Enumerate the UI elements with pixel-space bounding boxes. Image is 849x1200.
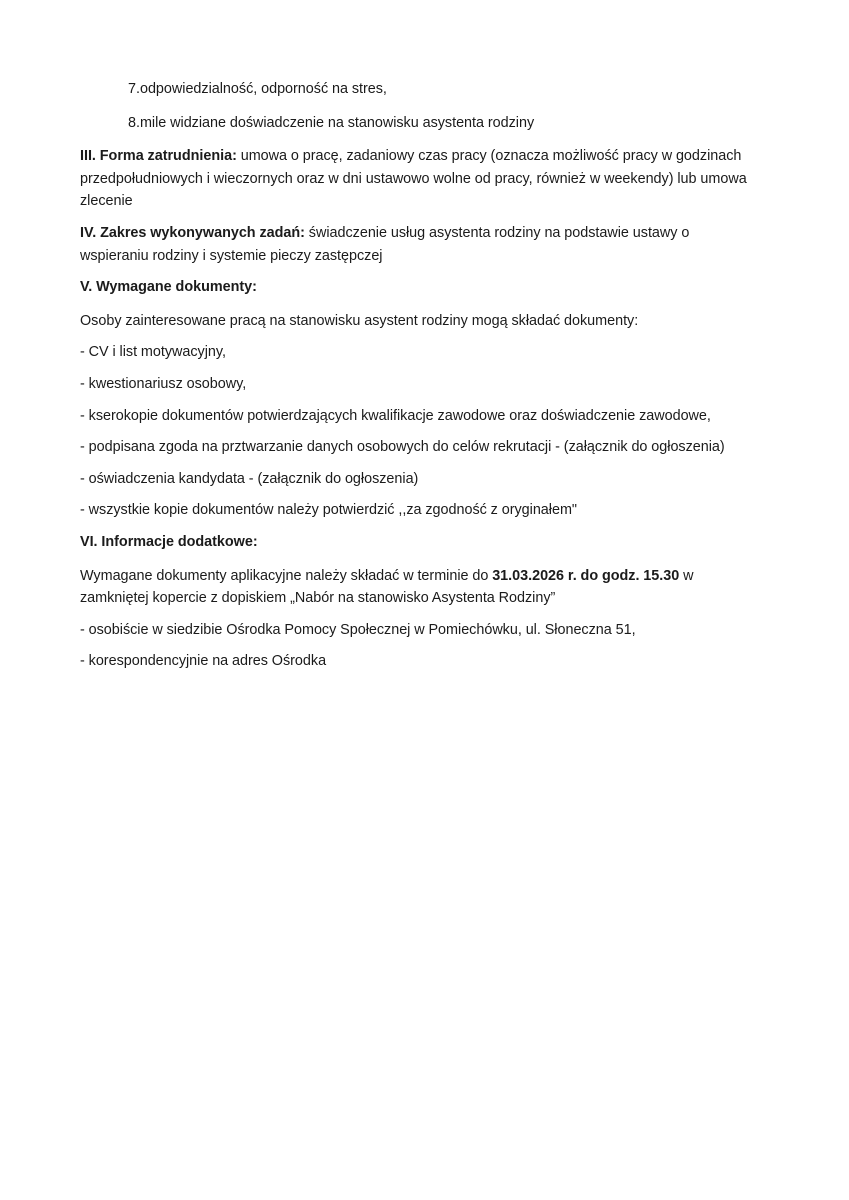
text-run: - oświadczenia kandydata - (załącznik do ogłoszenia) (80, 470, 419, 487)
text-run: - podpisana zgoda na prztwarzanie danych osobowych do celów rekrutacji - (załącznik do ogłoszenia) (80, 439, 725, 456)
text-run: umowa o pracę, zadaniowy czas pracy (oznacza możliwość pracy w godzinach przedpołudniowych i wieczornych oraz w dni ustawowo wolne od pracy, również w weekendy) lub umowa zlecenie (80, 148, 747, 210)
paragraph-req-7 (80, 78, 752, 101)
text-run: w zamkniętej kopercie z dopiskiem „Nabór na stanowisko Asystenta Rodziny” (80, 567, 694, 607)
paragraph-doc-kwestionariusz (80, 373, 752, 396)
paragraph-doc-oswiadczenia (80, 468, 752, 491)
text-run: - CV i list motywacyjny, (80, 344, 226, 361)
text-run: 7.odpowiedzialność, odporność na stres, (128, 81, 387, 97)
text-run-bold: III. Forma zatrudnienia: (80, 148, 237, 165)
paragraph-section-iv-zakres-zadan (80, 222, 752, 267)
paragraph-section-iii-forma-zatrudnienia (80, 145, 752, 213)
text-run: - osobiście w siedzibie Ośrodka Pomocy Społecznej w Pomiechówku, ul. Słoneczna 51, (80, 621, 636, 638)
text-run: Osoby zainteresowane pracą na stanowisku asystent rodziny mogą składać dokumenty: (80, 312, 639, 329)
text-run: 8.mile widziane doświadczenie na stanowisku asystenta rodziny (128, 114, 535, 131)
text-run-bold: V. Wymagane dokumenty: (80, 279, 257, 296)
text-run: - kserokopie dokumentów potwierdzających kwalifikacje zawodowe oraz doświadczenie zawodowe, (80, 407, 711, 424)
paragraph-section-vi-informacje-dodatkowe (80, 531, 752, 554)
text-run-bold: VI. Informacje dodatkowe: (80, 533, 258, 550)
paragraph-doc-cv (80, 341, 752, 364)
paragraph-doc-kserokopie (80, 405, 752, 428)
text-run: - kwestionariusz osobowy, (80, 375, 247, 392)
text-run: - wszystkie kopie dokumentów należy potwierdzić ,,za zgodność z oryginałem" (80, 502, 578, 519)
paragraph-sposob-korespondencyjnie (80, 650, 752, 673)
paragraph-termin-skladania (80, 565, 752, 610)
paragraph-doc-kopie-potwierdzenie (80, 499, 752, 522)
paragraph-doc-zgoda (80, 436, 752, 459)
paragraph-sposob-osobiscie (80, 619, 752, 642)
text-run: Wymagane dokumenty aplikacyjne należy składać w terminie do (80, 567, 493, 584)
document-body (80, 78, 752, 682)
text-run-bold: 31.03.2026 r. do godz. 15.30 (492, 567, 680, 584)
paragraph-req-8 (80, 112, 752, 135)
text-run-bold: IV. Zakres wykonywanych zadań: (80, 224, 305, 241)
paragraph-section-v-wymagane-dokumenty (80, 276, 752, 299)
paragraph-intro-dokumenty (80, 310, 752, 333)
text-run: świadczenie usług asystenta rodziny na podstawie ustawy o wspieraniu rodziny i systemie pieczy zastępczej (80, 224, 690, 264)
text-run: - korespondencyjnie na adres Ośrodka (80, 653, 327, 670)
